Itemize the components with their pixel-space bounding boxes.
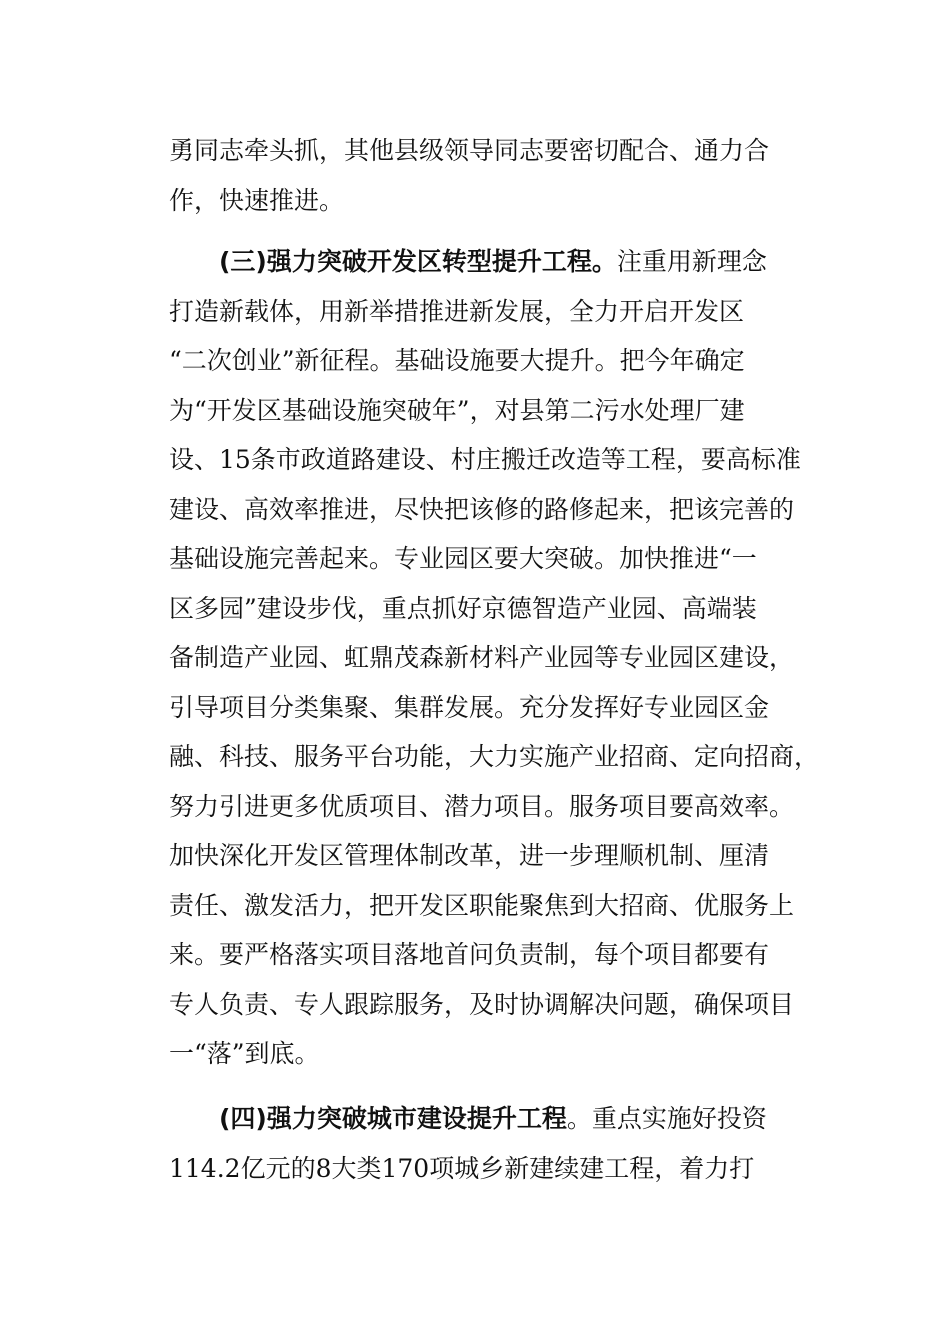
section-heading: (四)强力突破城市建设提升工程 [219, 1104, 567, 1133]
text-line: 建设、高效率推进，尽快把该修的路修起来，把该完善的 [169, 494, 795, 524]
text-line: 一“落”到底。 [169, 1039, 320, 1068]
text-line: 加快深化开发区管理体制改革，进一步理顺机制、厘清 [169, 841, 770, 870]
text-line: 责任、激发活力，把开发区职能聚焦到大招商、优服务上 [169, 890, 795, 920]
text-line: 区多园”建设步伐，重点抓好京德智造产业园、高端装 [169, 593, 757, 623]
text-line: 备制造产业园、虹鼎茂森新材料产业园等专业园区建设， [169, 643, 795, 672]
text-line: 引导项目分类集聚、集群发展。充分发挥好专业园区金 [169, 692, 770, 722]
first-line [169, 237, 781, 287]
text-line: 打造新载体，用新举措推进新发展，全力开启开发区 [169, 296, 745, 326]
section-four-paragraph [169, 1094, 781, 1193]
text-line: 融、科技、服务平台功能，大力实施产业招商、定向招商， [169, 742, 820, 771]
first-line-text: 注重用新理念 [616, 247, 767, 276]
text-line: 设、15条市政道路建设、村庄搬迁改造等工程，要高标准 [169, 445, 801, 474]
text-line: 114.2亿元的8大类170项城乡新建续建工程，着力打 [169, 1153, 755, 1183]
text-line: 勇同志牵头抓，其他县级领导同志要密切配合、通力合 [169, 136, 770, 165]
text-line: 努力引进更多优质项目、潜力项目。服务项目要高效率。 [169, 791, 795, 821]
paragraph-continuation [169, 126, 781, 225]
first-line-text: 。重点实施好投资 [566, 1104, 767, 1133]
section-heading: (三)强力突破开发区转型提升工程。 [219, 247, 617, 276]
text-line: 专人负责、专人跟踪服务，及时协调解决问题，确保项目 [169, 989, 795, 1019]
text-line: “二次创业”新征程。基础设施要大提升。把今年确定 [169, 346, 745, 375]
section-three-paragraph [169, 237, 820, 1079]
text-line: 为“开发区基础设施突破年”，对县第二污水处理厂建 [169, 395, 745, 425]
text-line: 基础设施完善起来。专业园区要大突破。加快推进“一 [169, 544, 757, 573]
first-line [169, 1094, 781, 1144]
text-line: 作，快速推进。 [169, 185, 345, 215]
text-line: 来。要严格落实项目落地首问负责制，每个项目都要有 [169, 940, 770, 969]
